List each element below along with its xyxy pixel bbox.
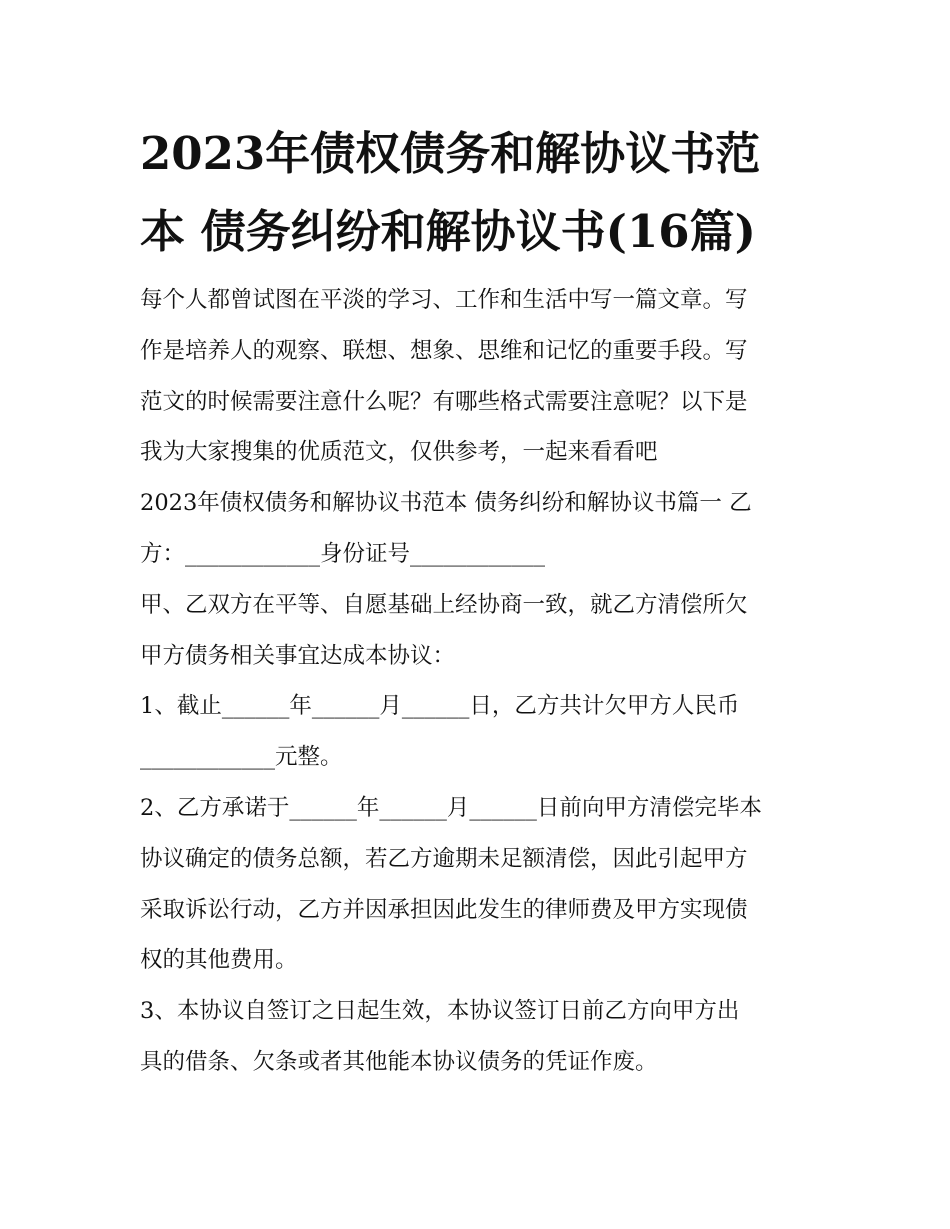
clause-1-line: ____________元整。 bbox=[140, 744, 343, 771]
clause-3-line: 3、本协议自签订之日起生效，本协议签订日前乙方向甲方出 bbox=[140, 998, 740, 1025]
clause-2-line: 协议确定的债务总额，若乙方逾期未足额清偿，因此引起甲方 bbox=[140, 845, 748, 872]
document-title bbox=[140, 115, 820, 271]
clause-2-line: 权的其他费用。 bbox=[140, 947, 298, 974]
intro-line: 每个人都曾试图在平淡的学习、工作和生活中写一篇文章。写 bbox=[140, 287, 748, 313]
clause-2-line: 采取诉讼行动，乙方并因承担因此发生的律师费及甲方实现债 bbox=[140, 896, 748, 923]
clause-1-line: 1、截止______年______月______日，乙方共计欠甲方人民币 bbox=[140, 693, 740, 720]
title-line: 2023年债权债务和解协议书范 bbox=[140, 127, 761, 180]
clause-2-line: 2、乙方承诺于______年______月______日前向甲方清偿完毕本 bbox=[140, 794, 762, 821]
section-heading-line: 2023年债权债务和解协议书范本 债务纠纷和解协议书篇一 乙 bbox=[140, 490, 752, 517]
party-id-line: 方：____________身份证号____________ bbox=[140, 540, 546, 567]
document-body bbox=[140, 275, 820, 1088]
intro-line: 作是培养人的观察、联想、想象、思维和记忆的重要手段。写 bbox=[140, 337, 748, 364]
title-line: 本 债务纠纷和解协议书(16篇) bbox=[140, 205, 756, 258]
intro-line: 我为大家搜集的优质范文，仅供参考，一起来看看吧 bbox=[140, 439, 658, 466]
clause-3-line: 具的借条、欠条或者其他能本协议债务的凭证作废。 bbox=[140, 1048, 658, 1075]
agreement-preamble-line: 甲方债务相关事宜达成本协议： bbox=[140, 642, 456, 669]
agreement-preamble-line: 甲、乙双方在平等、自愿基础上经协商一致，就乙方清偿所欠 bbox=[140, 591, 748, 618]
intro-line: 范文的时候需要注意什么呢？有哪些格式需要注意呢？以下是 bbox=[140, 388, 748, 415]
